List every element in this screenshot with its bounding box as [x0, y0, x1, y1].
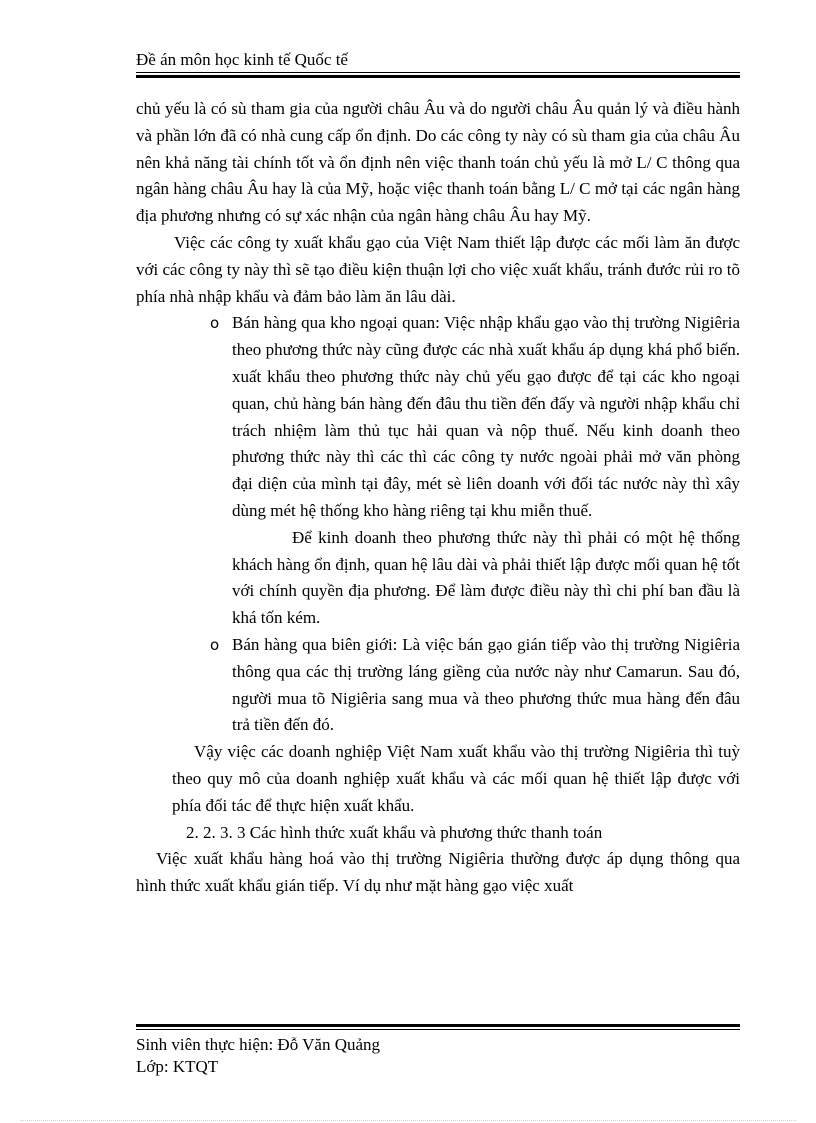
bullet-item-bonded-warehouse [210, 310, 740, 524]
summary-paragraph: Vậy việc các doanh nghiệp Việt Nam xuất khẩu vào thị trường Nigiêria thì tuỳ theo quy mô của doanh nghiệp xuất khẩu và các mối quan hệ thiết lập được với phía đối tác để thực hiện xuất khẩu. [172, 742, 740, 815]
sub-paragraph: Để kinh doanh theo phương thức này thì phải có một hệ thống khách hàng ổn định, quan hệ lâu dài và phải thiết lập được mối quan hệ tốt với chính quyền địa phương. Để làm được điều này thì chi phí ban đầu là khá tốn kém. [232, 527, 740, 628]
page-header-title: Đề án môn học kinh tế Quốc tế [136, 50, 348, 69]
footer-class: Lớp: KTQT [136, 1057, 219, 1076]
bullet-list-2 [136, 632, 740, 739]
page-body [136, 96, 740, 900]
bullet-text: Bán hàng qua kho ngoại quan: Việc nhập khẩu gạo vào thị trường Nigiêria theo phương thức này cũng được các nhà xuất khẩu áp dụng khá phổ biến. xuất khẩu theo phương thức này chủ yếu gạo được để tại các kho ngoại quan, chủ hàng bán hàng đến đâu thu tiền đến đấy và người nhập khẩu chỉ trách nhiệm làm thủ tục hải quan và nộp thuế. Nếu kinh doanh theo phương thức này thì các thì các công ty nước ngoài phải mở văn phòng đại diện của mình tại đây, mét sè liên doanh với đối tác nước này thì xây dùng mét hệ thống kho hàng riêng tại khu miễn thuế. [232, 313, 740, 520]
circle-bullet-icon: o [210, 635, 220, 654]
header-rule-thick [136, 75, 740, 78]
page-bottom-dotted-edge [20, 1120, 796, 1121]
footer-rule-thin [136, 1029, 740, 1030]
header-rule-thin [136, 72, 740, 73]
bullet-item-border-sales [210, 632, 740, 739]
footer-student: Sinh viên thực hiện: Đỗ Văn Quảng [136, 1035, 381, 1054]
footer-rule-thick [136, 1024, 740, 1027]
circle-bullet-icon: o [210, 314, 220, 333]
section-heading: 2. 2. 3. 3 Các hình thức xuất khẩu và phương thức thanh toán [186, 822, 603, 842]
paragraph-1: chủ yếu là có sù tham gia của người châu Âu và do người châu Âu quản lý và điều hành và phần lớn đã có nhà cung cấp ổn định. Do các công ty này có sù tham gia của châu Âu nên khả năng tài chính tốt và ổn định nên việc thanh toán chủ yếu là mở L/ C thông qua ngân hàng châu Âu hay là của Mỹ, hoặc việc thanh toán bằng L/ C mở tại các ngân hàng địa phương nhưng có sự xác nhận của ngân hàng châu Âu hay Mỹ. [136, 99, 740, 226]
paragraph-2: Việc các công ty xuất khẩu gạo của Việt Nam thiết lập được các mối làm ăn được với các công ty này thì sẽ tạo điều kiện thuận lợi cho việc xuất khẩu, tránh đước rủi ro tõ phía nhà nhập khẩu và đảm bảo làm ăn lâu dài. [136, 232, 740, 306]
paragraph-last: Việc xuất khẩu hàng hoá vào thị trường Nigiêria thường được áp dụng thông qua hình thức xuất khẩu gián tiếp. Ví dụ như mặt hàng gạo việc xuất [136, 849, 740, 896]
bullet-text: Bán hàng qua biên giới: Là việc bán gạo gián tiếp vào thị trường Nigiêria thông qua các thị trường láng giềng của nước này như Camarun. Sau đó, người mua tõ Nigiêria sang mua và theo phương thức mua hàng đến đâu trả tiền đến đó. [232, 634, 740, 735]
bullet-list-1 [136, 310, 740, 524]
